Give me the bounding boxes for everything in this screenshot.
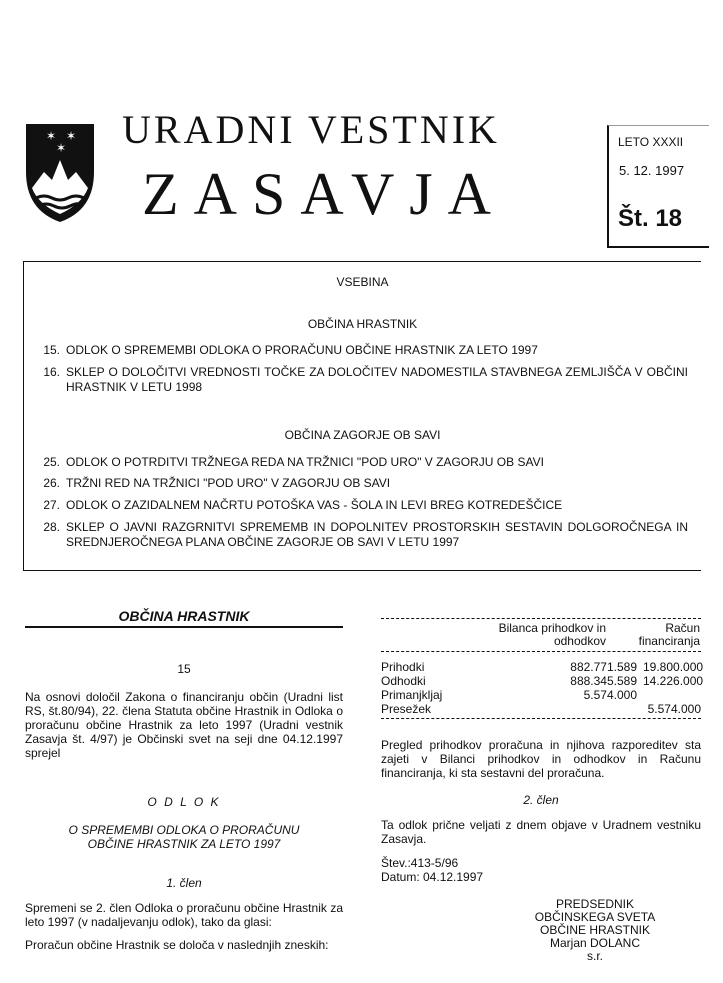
contents-item-number: 16. [43,365,60,379]
row-value-financing: 14.226.000 [643,674,704,688]
document-title-line1: O SPREMEMBI ODLOKA O PRORAČUNU [68,823,300,837]
row-value-balance: 882.771.589 [570,660,637,674]
contents-item[interactable] [24,365,701,395]
table-header-balance-line2: odhodkov [553,634,606,648]
table-of-contents [23,261,701,571]
contents-item[interactable] [24,476,701,491]
contents-item[interactable] [24,498,701,513]
table-row [381,660,704,674]
volume-label: LETO XXXII [618,135,684,149]
contents-item-number: 28. [43,520,60,534]
table-header-balance-line1: Bilanca prihodkov in [498,621,606,635]
contents-item-text: ODLOK O ZAZIDALNEM NAČRTU POTOŠKA VAS - ŠOLA IN LEVI BREG KOTREDEŠČICE [66,498,563,512]
signature-mark: s.r. [586,949,603,963]
article-heading: 2. člen [523,793,559,807]
document-type: O D L O K [147,795,221,809]
table-header-financing-line1: Račun [665,621,700,635]
row-label: Primanjkljaj [381,688,443,702]
effective-paragraph: Ta odlok prične veljati z dnem objave v Uradnem vestniku Zasavja. [381,818,701,846]
newspaper-title-line2: ZASAVJA [142,161,506,227]
table-header-financing-line2: financiranja [638,634,700,648]
contents-group-title: OBČINA ZAGORJE OB SAVI [284,428,441,442]
article-paragraph: Proračun občine Hrastnik se določa v naslednjih zneskih: [25,938,329,952]
issue-number: Št. 18 [618,205,683,232]
contents-item-number: 25. [43,455,60,469]
overview-paragraph: Pregled prihodkov proračuna in njihova razporeditev sta zajeti v Bilanci prihodkov in odhodkov in Računu financiranja, ki sta sestavni del proračuna. [381,738,701,780]
table-header-rule [381,651,701,652]
article-paragraph: Spremeni se 2. člen Odloka o proračunu občine Hrastnik za leto 1997 (v nadaljevanju odlok), tako da glasi: [25,901,343,929]
reference-number: Štev.:413-5/96 [381,856,459,870]
signature-line: PREDSEDNIK [555,897,635,911]
contents-item-text: SKLEP O JAVNI RAZGRNITVI SPREMEMB IN DOPOLNITEV PROSTORSKIH SESTAVIN DOLGOROČNEGA IN SREDNJEROČNEGA PLANA OBČINE ZAGORJE OB SAVI V LETU 1997 [66,520,688,549]
table-row [381,702,701,716]
coat-of-arms-emblem [22,120,98,224]
newspaper-title-line1: URADNI VESTNIK [122,107,500,152]
contents-item[interactable] [24,343,701,358]
row-value-financing: 5.574.000 [647,702,701,716]
contents-item-number: 27. [43,498,60,512]
issue-date: 5. 12. 1997 [619,163,685,178]
contents-group-title: OBČINA HRASTNIK [307,317,418,331]
table-bottom-rule [381,718,701,719]
preamble-paragraph: Na osnovi določil Zakona o financiranju občin (Uradni list RS, št.80/94), 22. člena Statuta občine Hrastnik in Odloka o proračunu občine Hrastnik za leto 1997 (Uradni vestnik Zasavja št. 4/97) je Občinski svet na seji dne 04.12.1997 sprejel [25,690,343,760]
svg-text:✶: ✶ [66,129,77,143]
contents-item-number: 15. [43,343,60,357]
row-value-balance: 5.574.000 [583,688,637,702]
table-top-rule [381,618,701,619]
contents-item[interactable] [24,455,701,470]
contents-item-text: TRŽNI RED NA TRŽNICI "POD URO" V ZAGORJU OB SAVI [66,476,391,490]
document-date: Datum: 04.12.1997 [381,870,484,884]
article-heading: 1. člen [166,876,202,890]
svg-text:✶: ✶ [46,129,57,143]
signature-line: OBČINSKEGA SVETA [534,910,656,924]
contents-item-text: SKLEP O DOLOČITVI VREDNOSTI TOČKE ZA DOLOČITEV NADOMESTILA STAVBNEGA ZEMLJIŠČA V OBČINI HRASTNIK V LETU 1998 [66,365,688,394]
document-title-line2: OBČINE HRASTNIK ZA LETO 1997 [87,837,281,851]
contents-heading: VSEBINA [336,275,389,289]
signature-line: OBČINE HRASTNIK [539,923,650,937]
row-value-financing: 19.800.000 [643,660,704,674]
svg-text:✶: ✶ [56,141,67,155]
signature-block [520,898,670,963]
row-label: Odhodki [381,674,426,688]
row-label: Presežek [381,702,432,716]
contents-item-number: 26. [43,476,60,490]
table-row [381,674,704,688]
row-label: Prihodki [381,660,425,674]
row-value-balance: 888.345.589 [570,674,637,688]
contents-item-text: ODLOK O SPREMEMBI ODLOKA O PRORAČUNU OBČINE HRASTNIK ZA LETO 1997 [66,343,538,357]
table-row [381,688,701,702]
contents-item[interactable] [24,520,701,550]
act-number: 15 [177,662,191,676]
signatory-name: Marjan DOLANC [549,936,641,950]
contents-item-text: ODLOK O POTRDITVI TRŽNEGA REDA NA TRŽNICI "POD URO" V ZAGORJU OB SAVI [66,455,544,469]
section-title: OBČINA HRASTNIK [25,608,343,628]
budget-table [381,660,704,720]
